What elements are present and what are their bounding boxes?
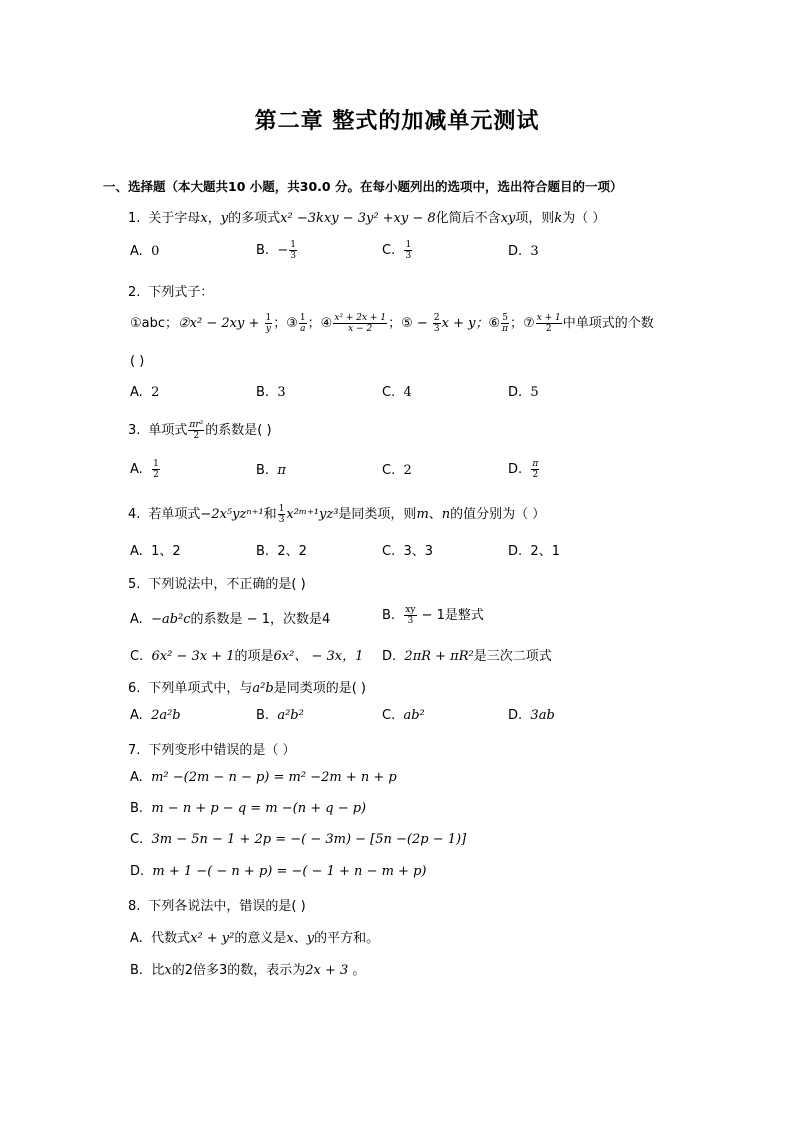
question-6: 6. 下列单项式中，与a²b是同类项的是( ) [128, 681, 366, 696]
option-d[interactable]: D. 2πR + πR²是三次二项式 [382, 649, 552, 664]
section-heading: 一、选择题（本大题共10 小题，共30.0 分。在每小题列出的选项中，选出符合题目的一项） [103, 179, 623, 194]
option-a[interactable]: A. 2a²b [130, 708, 181, 723]
option-a[interactable]: A. 0 [130, 244, 160, 259]
option-b[interactable]: B. 2、2 [256, 544, 307, 559]
option-a[interactable]: A. 2 [130, 385, 160, 400]
question-number: 3. [128, 423, 141, 438]
option-d[interactable]: D. $\frac{\pi}{2}$ [508, 459, 539, 480]
question-4: 4. 若单项式−2x⁵yzⁿ⁺¹和 $\frac{1}{3}$ x²ᵐ⁺¹yz³是同类项，则m、n的值分别为（ ） [128, 504, 546, 525]
option-a[interactable]: A. 代数式x² + y²的意义是x、y的平方和。 [130, 931, 380, 946]
question-number: 6. [128, 681, 141, 696]
question-8: 8. 下列各说法中，错误的是( ) [128, 899, 306, 914]
question-5: 5. 下列说法中，不正确的是( ) [128, 577, 306, 592]
question-3: 3. 单项式 $\frac{\text{πr²}}{2}$ 的系数是( ) [128, 420, 272, 441]
option-c[interactable]: C. 3m − 5n − 1 + 2p = −( − 3m) − [5n −(2p − 1)] [130, 832, 467, 847]
option-b[interactable]: B. m − n + p − q = m −(n + q − p) [130, 801, 367, 816]
question-1: 1. 关于字母x，y的多项式x² −3kxy − 3y² +xy − 8化简后不含xy项，则k为（ ） [128, 211, 606, 226]
option-c[interactable]: C. ab² [382, 708, 425, 723]
option-d[interactable]: D. 5 [508, 385, 539, 400]
option-d[interactable]: D. 3ab [508, 708, 555, 723]
question-number: 8. [128, 899, 141, 914]
option-b[interactable]: B. π [256, 463, 286, 478]
question-2-paren: ( ) [130, 354, 145, 369]
question-number: 5. [128, 577, 141, 592]
option-a[interactable]: A. −ab²c的系数是 − 1，次数是4 [130, 612, 331, 627]
option-b[interactable]: B. $\frac{xy}{3}$ − 1是整式 [382, 605, 484, 626]
question-2: 2. 下列式子： [128, 285, 214, 300]
option-d[interactable]: D. 3 [508, 244, 539, 259]
option-a[interactable]: A. 1、2 [130, 544, 181, 559]
option-c[interactable]: C. 3、3 [382, 544, 434, 559]
option-c[interactable]: C. 2 [382, 463, 412, 478]
option-c[interactable]: C. 4 [382, 385, 412, 400]
option-b[interactable]: B. 比x的2倍多3的数，表示为2x + 3 。 [130, 963, 366, 978]
option-d[interactable]: D. 2、1 [508, 544, 560, 559]
option-d[interactable]: D. m + 1 −( − n + p) = −( − 1 + n − m + p) [130, 864, 427, 879]
question-number: 2. [128, 285, 141, 300]
option-a[interactable]: A. $\frac{1}{2}$ [130, 459, 159, 480]
option-b[interactable]: B. 3 [256, 385, 286, 400]
page-title: 第二章 整式的加减单元测试 [254, 108, 540, 134]
option-c[interactable]: C. 6x² − 3x + 1的项是6x²、 − 3x，1 [130, 649, 364, 664]
question-number: 4. [128, 507, 141, 522]
option-c[interactable]: C. $\frac{1}{3}$ [382, 240, 412, 261]
question-number: 7. [128, 743, 141, 758]
option-a[interactable]: A. m² −(2m − n − p) = m² −2m + n + p [130, 770, 397, 785]
question-7: 7. 下列变形中错误的是（ ） [128, 743, 296, 758]
option-b[interactable]: B. a²b² [256, 708, 304, 723]
question-number: 1. [128, 211, 141, 226]
option-b[interactable]: B. − $\frac{1}{3}$ [256, 240, 296, 261]
question-2-items: ①abc；②x² − 2xy + $\frac{1}{y}$ ；③ $\frac{1}{a}$ ；④ $\frac{\text{x² + 2x + 1}}{x - 2}$ ；⑤ − $\frac{2}{3}$ x + y；⑥ $\frac{5}{\pi}$ ；⑦ $\frac{x + 1}{2}$ 中单项式的个数 [130, 313, 654, 334]
